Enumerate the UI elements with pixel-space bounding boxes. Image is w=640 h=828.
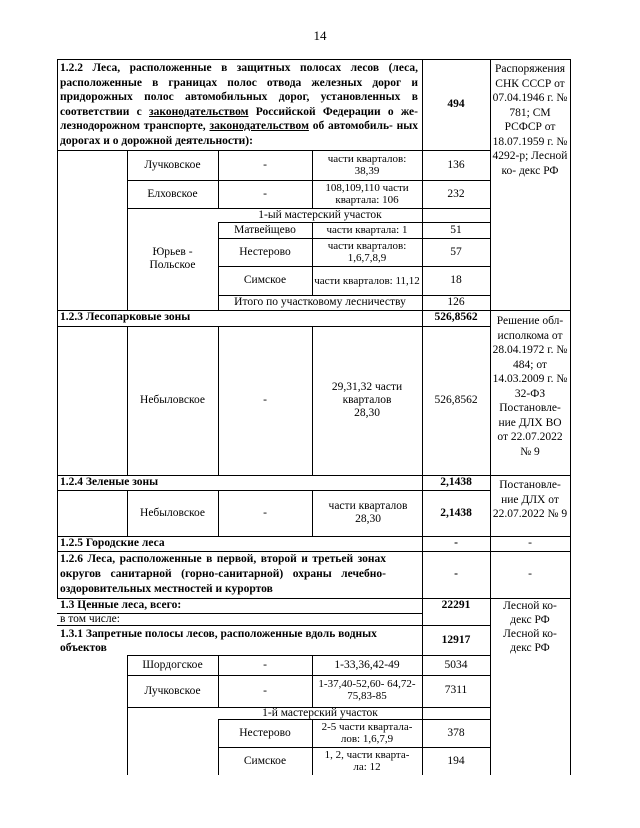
master-section-label: 1-й мастерский участок (262, 706, 378, 719)
quarters-cell: части кварталов 28,30 (328, 500, 408, 525)
dash-cell: - (263, 506, 267, 519)
section-1-3-total: 22291 (441, 599, 471, 611)
section-1-2-3-document: Решение обл- исполкома от 28.04.1972 г. № 484; от 14.03.2009 г. № 32-ФЗ Постановле- ние ДЛХ ВО от 22.07.2022 № 9 (492, 315, 568, 458)
forestry-name: Небыловское (140, 506, 205, 519)
quarters-cell: 1, 2, части кварта- ла: 12 (324, 749, 410, 773)
page-number: 14 (313, 28, 327, 43)
forestry-name: Лучковское (144, 684, 201, 697)
tract-name: Симское (243, 274, 287, 286)
law-link[interactable]: законодательством (149, 105, 249, 118)
section-1-2-6-document: - (528, 568, 532, 580)
section-1-2-2-document: Распоряжения СНК СССР от 07.04.1946 г. № 781; СМ РСФСР от 18.07.1959 г. № 4292-р; Лесной ко- декс РФ (492, 63, 568, 177)
dash-cell: - (263, 658, 267, 671)
tract-name: Нестерово (239, 726, 291, 739)
quarters-cell: 1-33,36,42-49 (334, 658, 400, 671)
section-1-2-5-heading: 1.2.5 Городские леса (60, 537, 165, 549)
section-1-3-1-heading: 1.3.1 Запретные полосы лесов, расположенные вдоль водных объектов (60, 628, 377, 654)
tract-name: Нестерово (239, 245, 291, 258)
law-link[interactable]: законодательством (209, 120, 309, 132)
quarters-cell: части кварталов: 38,39 (327, 153, 407, 177)
section-1-2-3-total: 526,8562 (434, 311, 478, 323)
quarters-cell: 29,31,32 части кварталов 28,30 (331, 381, 403, 419)
dash-cell: - (263, 187, 267, 200)
subtotal-value: 126 (447, 296, 465, 308)
area-cell: 136 (447, 158, 465, 171)
tract-name: Симское (243, 754, 287, 767)
quarters-cell: части квартала: 1 (326, 224, 408, 236)
area-cell: 18 (450, 274, 462, 286)
section-1-2-3-heading: 1.2.3 Лесопарковые зоны (60, 311, 191, 323)
area-cell: 378 (447, 726, 465, 739)
section-1-2-2-heading: 1.2.2 Леса, расположенные в защитных полосах лесов (леса, расположенные в границах полос отвода железных дорог и придорожных полос автомобильных дорог, установленных в соответствии с законодательством Российской Федерации о же- лезнодорожном транспорте, законодательством об автомобиль- ных дорогах и о дорожной деятельности): (60, 62, 418, 147)
section-1-2-4-total: 2,1438 (440, 476, 472, 488)
section-1-3-1-total: 12917 (441, 633, 471, 646)
area-cell: 51 (450, 223, 462, 236)
area-cell: 57 (450, 245, 462, 258)
forestry-name: Небыловское (140, 394, 205, 406)
quarters-cell: 1-37,40-52,60- 64,72-75,83-85 (318, 678, 416, 702)
forestry-name: Юрьев - Польское (149, 246, 196, 271)
area-cell: 5034 (444, 658, 468, 671)
section-1-3-document: Лесной ко- декс РФ (503, 600, 557, 626)
quarters-cell: 108,109,110 части квартала: 106 (325, 182, 409, 206)
area-cell: 194 (447, 754, 465, 767)
area-cell: 7311 (444, 684, 468, 696)
master-section-label: 1-ый мастерский участок (258, 208, 382, 221)
forestry-name: Шордогское (142, 658, 203, 671)
dash-cell: - (263, 158, 267, 171)
area-cell: 526,8562 (434, 394, 478, 406)
area-cell: 232 (447, 187, 465, 200)
section-1-2-5-document: - (528, 537, 532, 549)
section-1-2-6-total: - (454, 568, 458, 580)
quarters-cell: 2-5 части квартала- лов: 1,6,7,9 (321, 721, 413, 745)
section-1-3-1-document: Лесной ко- декс РФ (503, 628, 557, 654)
forestry-name: Лучковское (144, 158, 201, 171)
area-cell: 2,1438 (440, 506, 472, 519)
section-1-2-6-heading: 1.2.6 Леса, расположенные в первой, второй и третьей зонах округов санитарной (горно-санитарной) охраны лечебно- оздоровительных местностей и курортов (60, 553, 386, 595)
subtotal-label: Итого по участковому лесничеству (234, 296, 406, 308)
dash-cell: - (263, 684, 267, 697)
quarters-cell: части кварталов: 11,12 (314, 274, 420, 287)
section-1-2-5-total: - (454, 537, 458, 549)
including-label: в том числе: (60, 613, 120, 625)
tract-name: Матвейщево (234, 223, 296, 236)
quarters-cell: части кварталов: 1,6,7,8,9 (327, 240, 407, 264)
section-1-2-2-total: 494 (447, 98, 465, 110)
forestry-name: Елховское (147, 187, 198, 200)
section-1-2-4-document: Постановле- ние ДЛХ от 22.07.2022 № 9 (492, 479, 568, 520)
section-1-2-4-heading: 1.2.4 Зеленые зоны (60, 476, 159, 488)
section-1-3-heading: 1.3 Ценные леса, всего: (60, 599, 182, 611)
dash-cell: - (263, 394, 267, 406)
